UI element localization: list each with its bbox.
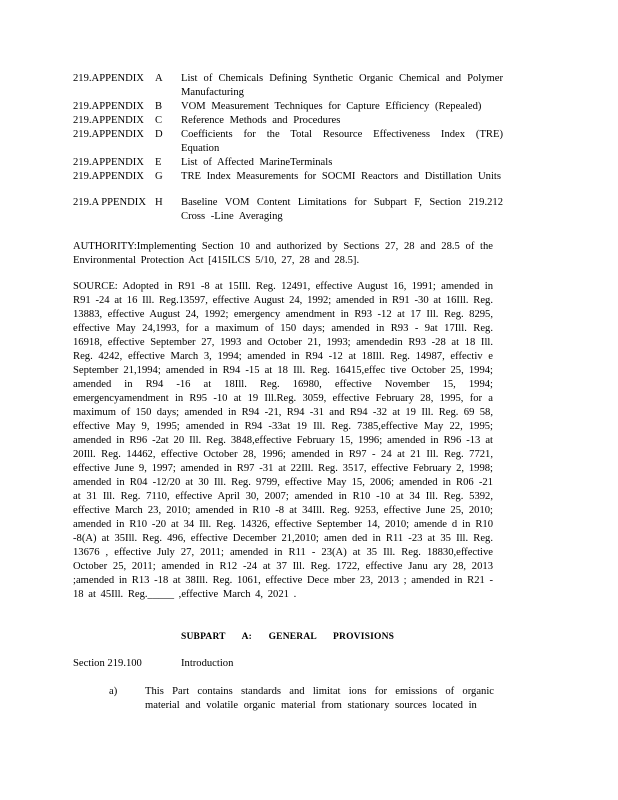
section-heading [73,657,493,671]
appendix-id: 219.APPENDIX [73,129,144,140]
appendix-title: Coefficients for the Total Resource Effectiveness Index (TRE) Equation [181,129,503,154]
appendix-letter: G [155,171,163,182]
appendix-row [73,114,503,128]
appendix-row [73,100,503,114]
appendix-title: Baseline VOM Content Limitations for Subpart F, Section 219.212 Cross -Line Averaging [181,197,503,222]
appendix-letter: E [155,157,162,168]
appendix-row [73,156,503,170]
appendix-letter: C [155,115,163,126]
appendix-id: 219.APPENDIX [73,171,144,182]
appendix-letter: D [155,129,163,140]
section-title: Introduction [181,658,234,669]
authority-note: AUTHORITY:Implementing Section 10 and authorized by Sections 27, 28 and 28.5 of the Environmental Protection Act [415ILCS 5/10, 27, 28 and 28.5]. [73,241,493,266]
section-item [109,685,494,713]
appendix-letter: A [155,73,163,84]
item-label: a) [109,686,118,697]
appendix-id: 219.APPENDIX [73,115,144,126]
appendix-list [73,72,503,224]
appendix-id: 219.APPENDIX [73,73,144,84]
appendix-row [73,170,503,184]
appendix-row [73,196,503,224]
appendix-letter: H [155,197,163,208]
appendix-row [73,72,503,100]
item-text: This Part contains standards and limitat ions for emissions of organic material and volatile organic material from stationary sources located in [145,686,494,711]
source-note: SOURCE: Adopted in R91 -8 at 15Ill. Reg. 12491, effective August 16, 1991; amended in R91 -24 at 16 Ill. Reg.13597, effective August 24, 1992; amended in R91 -30 at 16Ill. Reg. 13883, effective August 24, 1992; emergency amendment in R93 -12 at 17 Ill. Reg. 8295, effective May 24,1993, for a maximum of 150 days; amended in R93 - 9at 17Ill. Reg. 16918, effective September 27, 1993 and October 21, 1993; amendedin R93 -28 at 18 Ill. Reg. 4242, effective March 3, 1994; amended in R94 -12 at 18Ill. Reg. 14987, effectiv e September 21,1994; amended in R94 -15 at 18 Ill. Reg. 16415,effec tive October 25, 1994; amended in R94 -16 at 18Ill. Reg. 16980, effective November 15, 1994; emergencyamendment in R95 -10 at 19 Ill.Reg. 3059, effective February 28, 1995, for a maximum of 150 days; amended in R94 -21, R94 -31 and R94 -32 at 19 Ill. Reg. 69 58, effective May 9, 1995; amended in R94 -33at 19 Ill. Reg. 7385,effective May 22, 1995; amended in R96 -2at 20 Ill. Reg. 3848,effective February 15, 1996; amended in R96 -13 at 20Ill. Reg. 14462, effective October 28, 1996; amended in R97 - 24 at 21 Ill. Reg. 7721, effective June 9, 1997; amended in R97 -31 at 22Ill. Reg. 3517, effective February 2, 1998; amended in R04 -12/20 at 30 Ill. Reg. 9799, effective May 15, 2006; amended in R06 -21 at 31 Ill. Reg. 7110, effective April 30, 2007; amended in R10 -10 at 34 Ill. Reg. 5392, effective March 23, 2010; amended in R10 -8 at 34Ill. Reg. 9253, effective June 25, 2010; amended in R10 -20 at 34 Ill. Reg. 14326, effective September 14, 2010; amende d in R10 -8(A) at 35Ill. Reg. 496, effective December 21,2010; amen ded in R11 -23 at 35 Ill. Reg. 13676 , effective July 27, 2011; amended in R11 - 23(A) at 35 Ill. Reg. 18830,effective October 25, 2011; amended in R12 -24 at 37 Ill. Reg. 1722, effective Janu ary 28, 2013 ;amended in R13 -18 at 38Ill. Reg. 1061, effective Dece mber 23, 2013 ; amended in R21 - 18 at 45Ill. Reg._____ ,effective March 4, 2021 . [73,281,493,600]
appendix-title: List of Chemicals Defining Synthetic Organic Chemical and Polymer Manufacturing [181,73,503,98]
appendix-title: List of Affected MarineTerminals [181,157,333,168]
appendix-title: VOM Measurement Techniques for Capture Efficiency (Repealed) [181,101,482,112]
section-number: Section 219.100 [73,658,142,669]
appendix-title: Reference Methods and Procedures [181,115,341,126]
appendix-id: 219.APPENDIX [73,101,144,112]
appendix-letter: B [155,101,163,112]
appendix-id: 219.APPENDIX [73,157,144,168]
subpart-heading: SUBPART A: GENERAL PROVISIONS [181,632,395,642]
appendix-row [73,128,503,156]
appendix-id: 219.A PPENDIX [73,197,146,208]
appendix-title: TRE Index Measurements for SOCMI Reactors and Distillation Units [181,171,501,182]
